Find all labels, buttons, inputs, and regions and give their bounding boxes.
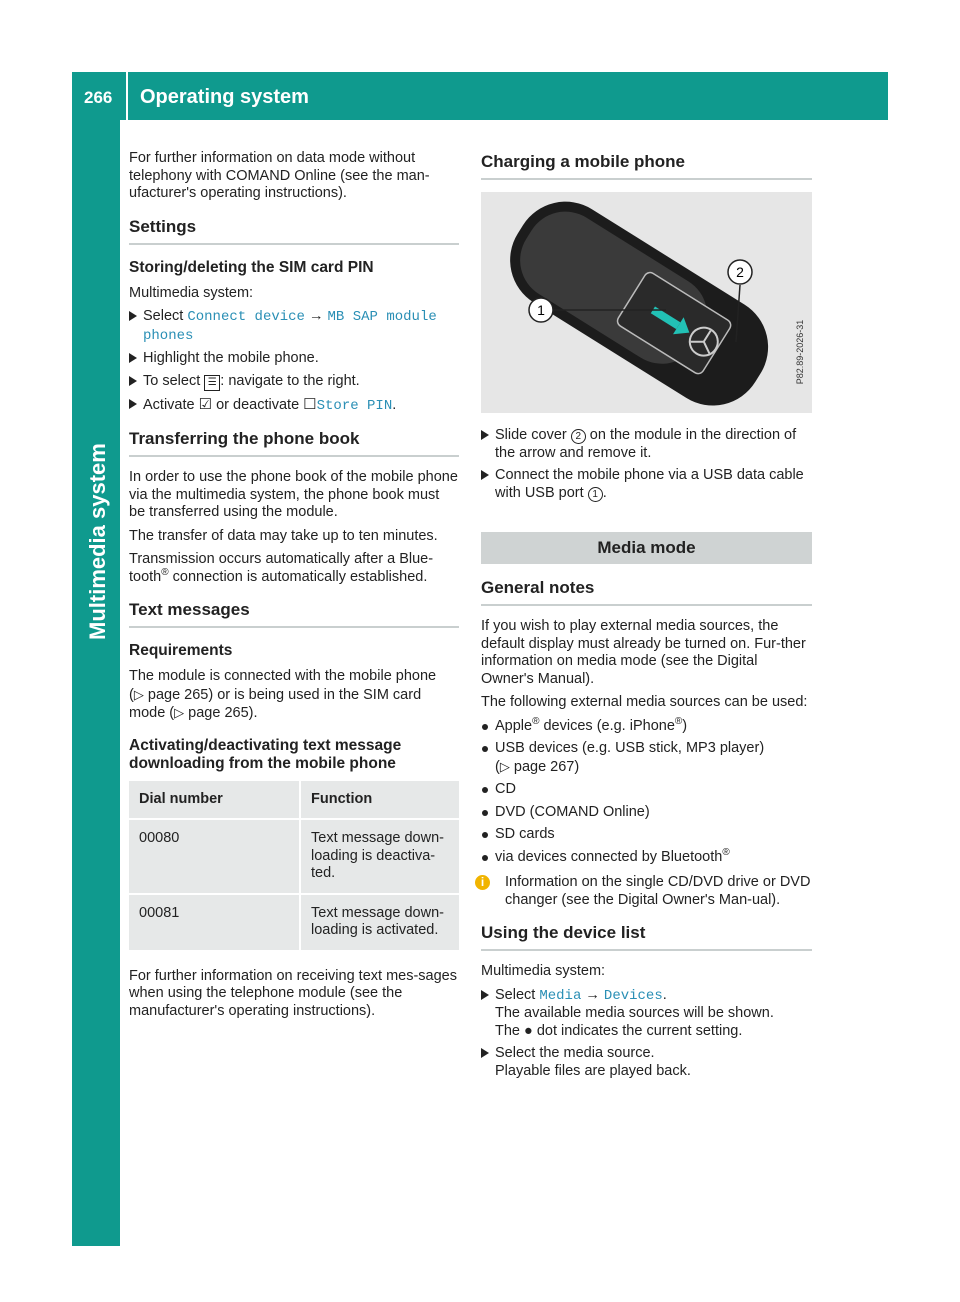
step-text: dot indicates the current setting. xyxy=(536,1022,743,1039)
module-illustration xyxy=(481,192,812,413)
step-text: . xyxy=(392,396,397,413)
text: Apple xyxy=(495,717,533,734)
step-text: . xyxy=(662,986,667,1003)
menu-media[interactable]: Media xyxy=(539,987,582,1004)
device-step-1 xyxy=(481,987,812,1041)
media-mode-box: Media mode xyxy=(481,532,812,564)
bullet-icon xyxy=(482,724,488,730)
page-ref-link[interactable]: page 265 xyxy=(188,705,249,721)
step-text: on the module in the direction of the arrow and remove it. xyxy=(495,427,797,461)
list-item: USB devices (e.g. USB stick, MP3 player) (▷ page 267) xyxy=(481,740,812,776)
sim-system: Multimedia system: xyxy=(129,284,254,301)
intro-text: For further information on data mode without telephony with COMAND Online (see the man-ufacturer's operating instructions). xyxy=(129,150,430,201)
checkbox-empty-icon: ☐ xyxy=(303,395,317,413)
menu-devices[interactable]: Devices xyxy=(603,987,663,1004)
arrow: → xyxy=(309,308,324,324)
transfer-heading: Transferring the phone book xyxy=(129,429,459,457)
menu-phones[interactable]: phones xyxy=(143,327,194,344)
general-p1: If you wish to play external media sources, the default display must already be turned on. Fur-ther information on media mode (see the Digital Owner's Manual). xyxy=(481,618,806,687)
text: The module is connected with the mobile phone ( xyxy=(129,668,437,703)
text: ) or is being used in the SIM card mode ( xyxy=(129,686,422,721)
table-header-row xyxy=(129,781,459,820)
step-arrow-icon xyxy=(129,311,137,321)
side-tab-label: Multimedia system xyxy=(85,443,110,640)
page-ref-icon: ▷ xyxy=(174,705,185,720)
requirements-text xyxy=(129,668,459,723)
table-row xyxy=(129,894,459,951)
text: USB devices (e.g. USB stick, MP3 player) xyxy=(495,740,765,756)
table-row xyxy=(129,819,459,894)
arrow: → xyxy=(585,986,600,1003)
sim-heading: Storing/deleting the SIM card PIN xyxy=(129,258,374,276)
menu-store-pin[interactable]: Store PIN xyxy=(316,397,393,414)
registered-mark: ® xyxy=(674,715,683,727)
checkbox-checked-icon: ☑ xyxy=(198,395,213,413)
step-text: The available media sources will be shown. xyxy=(495,1005,774,1021)
text: devices (e.g. iPhone xyxy=(539,717,675,734)
step-arrow-icon xyxy=(129,399,137,409)
list-item xyxy=(481,715,812,736)
info-text: Information on the single CD/DVD drive or DVD changer (see the Digital Owner's Man-ual). xyxy=(505,874,811,908)
step-text: Select xyxy=(495,986,536,1003)
text: CD xyxy=(495,781,516,797)
sim-step-1 xyxy=(129,308,459,345)
bullet-icon xyxy=(482,746,488,752)
callout-ref: 1 xyxy=(588,487,603,502)
activating-heading: Activating/deactivating text message downloading from the mobile phone xyxy=(129,736,402,772)
outro-text: For further information on receiving text mes-sages when using the telephone module (see the manufacturer's operating instructions). xyxy=(129,967,457,1019)
table-cell: 00081 xyxy=(129,894,300,951)
text: DVD (COMAND Online) xyxy=(495,803,650,820)
step-text: Slide cover xyxy=(495,427,567,443)
general-p2: The following external media sources can be used: xyxy=(481,694,808,710)
general-notes-heading: General notes xyxy=(481,578,812,606)
side-tab xyxy=(72,120,120,1246)
step-arrow-icon xyxy=(129,376,137,386)
step-text: Activate xyxy=(143,396,195,413)
info-note xyxy=(481,874,812,909)
sim-step-2 xyxy=(129,350,459,368)
text: connection is automatically established. xyxy=(168,568,428,585)
bullet-icon xyxy=(482,810,488,816)
page-title: Operating system xyxy=(140,86,309,108)
text: Transmission occurs automatically after a Blue-tooth xyxy=(129,551,434,585)
bullet-icon xyxy=(482,855,488,861)
step-text: To select xyxy=(143,372,201,389)
step-arrow-icon xyxy=(481,1048,489,1058)
charge-step-2 xyxy=(481,467,812,502)
list-item xyxy=(481,846,812,867)
module-drawing xyxy=(481,192,812,413)
sim-step-3 xyxy=(129,373,459,391)
table-header: Function xyxy=(300,781,459,820)
step-text: Playable files are played back. xyxy=(495,1062,691,1079)
step-text: The xyxy=(495,1022,520,1039)
step-arrow-icon xyxy=(481,470,489,480)
list-item xyxy=(481,826,812,844)
text-messages-heading: Text messages xyxy=(129,600,459,628)
table-cell: Text message down-loading is deactiva-ted. xyxy=(300,819,459,894)
illustration-code: P82.89-2026-31 xyxy=(795,319,805,385)
phone-menu-icon: ☰ xyxy=(204,375,220,391)
step-text: : navigate to the right. xyxy=(220,372,360,389)
page-ref-link[interactable]: page 265 xyxy=(147,686,209,703)
charging-heading: Charging a mobile phone xyxy=(481,152,812,180)
step-text: or deactivate xyxy=(216,396,300,413)
info-icon: i xyxy=(475,875,490,890)
charge-step-1 xyxy=(481,427,812,462)
device-list-heading: Using the device list xyxy=(481,923,812,951)
callout-ref: 2 xyxy=(571,429,586,444)
right-column xyxy=(481,150,812,1085)
menu-connect-device[interactable]: Connect device xyxy=(187,309,305,325)
callout-2: 2 xyxy=(736,264,744,280)
list-item xyxy=(481,781,812,799)
page-ref-icon: ▷ xyxy=(499,758,510,774)
bullet-icon xyxy=(482,787,488,793)
registered-mark: ® xyxy=(722,846,730,858)
transfer-p1: In order to use the phone book of the mobile phone via the multimedia system, the phone book must be transferred using the module. xyxy=(129,469,458,520)
table-cell: Text message down-loading is activated. xyxy=(300,894,459,951)
transfer-p3 xyxy=(129,551,459,586)
text: SD cards xyxy=(495,826,555,842)
step-text: Highlight the mobile phone. xyxy=(143,350,319,366)
registered-mark: ® xyxy=(532,715,540,727)
left-column xyxy=(129,150,459,1026)
step-text: Select the media source. xyxy=(495,1045,655,1061)
step-text: . xyxy=(602,484,607,501)
table-cell: 00080 xyxy=(129,819,300,894)
menu-mb-sap-module[interactable]: MB SAP module xyxy=(327,309,437,325)
callout-1: 1 xyxy=(537,302,545,318)
header-separator xyxy=(126,72,128,120)
transfer-p2: The transfer of data may take up to ten minutes. xyxy=(129,527,438,544)
requirements-heading: Requirements xyxy=(129,642,233,659)
table-header: Dial number xyxy=(129,781,300,820)
step-arrow-icon xyxy=(481,990,489,1000)
text: ) xyxy=(682,717,688,734)
text: via devices connected by Bluetooth xyxy=(495,848,723,865)
dial-table xyxy=(129,781,459,952)
step-arrow-icon xyxy=(129,353,137,363)
page-ref-link[interactable]: page 267 xyxy=(513,758,575,775)
step-text: Connect the mobile phone via a USB data cable with USB port xyxy=(495,467,804,501)
text: ). xyxy=(248,705,258,721)
list-item xyxy=(481,804,812,822)
registered-mark: ® xyxy=(161,566,169,578)
step-text: Select xyxy=(143,308,184,324)
sim-step-4 xyxy=(129,396,459,416)
device-step-2 xyxy=(481,1045,812,1080)
bullet-icon xyxy=(482,832,488,838)
settings-heading: Settings xyxy=(129,217,459,245)
device-system: Multimedia system: xyxy=(481,963,606,979)
step-arrow-icon xyxy=(481,430,489,440)
dot-icon: ● xyxy=(524,1022,533,1039)
page-ref-icon: ▷ xyxy=(133,686,144,702)
page-number: 266 xyxy=(84,88,113,107)
